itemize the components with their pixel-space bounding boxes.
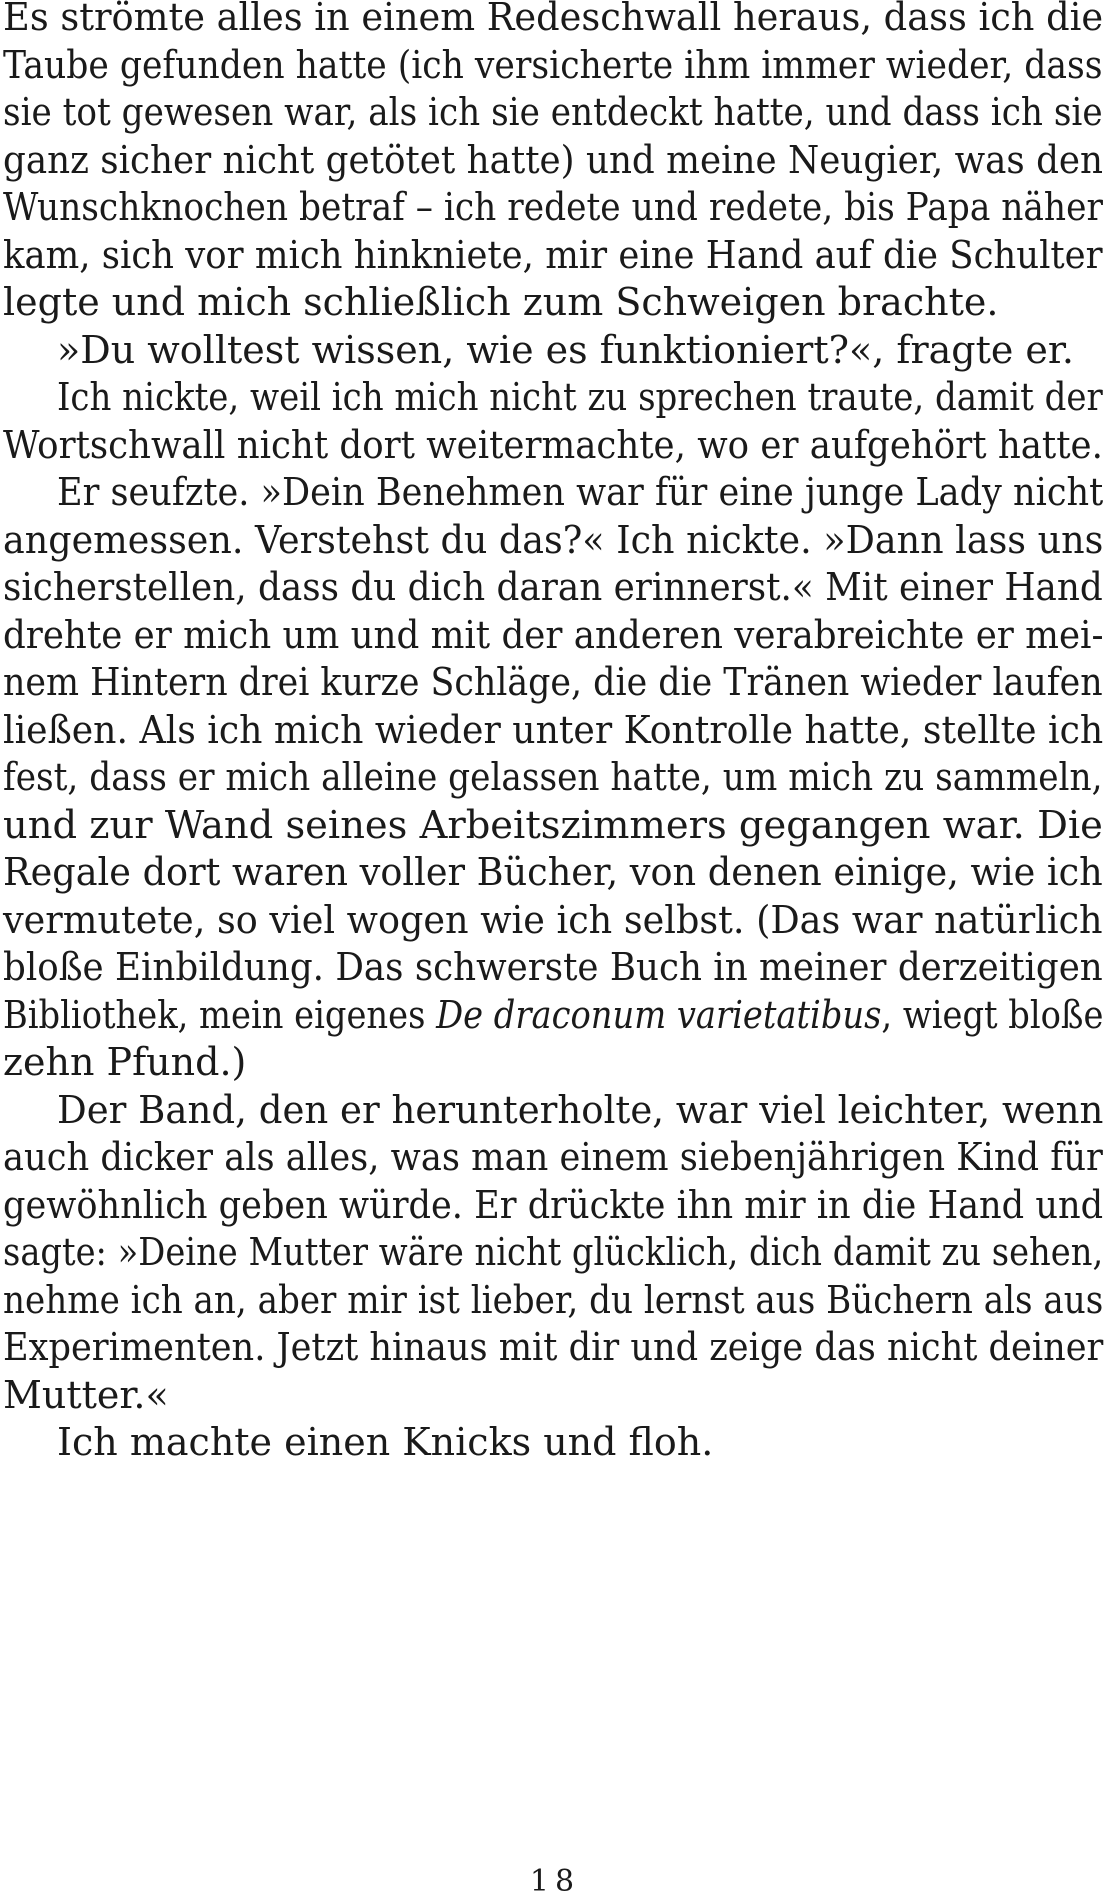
text-line: und zur Wand seines Arbeitszimmers gegangen war. Die [3, 803, 1103, 847]
text-line: kam, sich vor mich hinkniete, mir eine Hand auf die Schulter [3, 233, 1103, 277]
text-line: Der Band, den er herunterholte, war viel leichter, wenn [57, 1088, 1104, 1132]
text-line: nem Hintern drei kurze Schläge, die die Tränen wieder laufen [3, 660, 1103, 704]
text-line: ganz sicher nicht getötet hatte) und meine Neugier, was den [3, 138, 1104, 182]
text-line: Experimenten. Jetzt hinaus mit dir und zeige das nicht deiner [3, 1325, 1104, 1369]
text-line: fest, dass er mich alleine gelassen hatte, um mich zu sammeln, [3, 755, 1103, 799]
text-line: Es strömte alles in einem Redeschwall heraus, dass ich die [3, 0, 1104, 39]
text-line: ließen. Als ich mich wieder unter Kontrolle hatte, stellte ich [3, 708, 1104, 752]
text-line: bloße Einbildung. Das schwerste Buch in meiner derzeitigen [3, 945, 1103, 989]
text-line: drehte er mich um und mit der anderen verabreichte er mei- [3, 613, 1104, 657]
text-line: Er seufzte. »Dein Benehmen war für eine junge Lady nicht [57, 470, 1104, 514]
text-line: sie tot gewesen war, als ich sie entdeckt hatte, und dass ich sie [3, 90, 1103, 134]
text-run: Bibliothek, mein eigenes [3, 993, 437, 1037]
text-line: sagte: »Deine Mutter wäre nicht glücklich, dich damit zu sehen, [3, 1230, 1104, 1274]
text-run: , wiegt bloße [881, 993, 1104, 1037]
text-line: angemessen. Verstehst du das?« Ich nickte. »Dann lass uns [3, 518, 1104, 562]
text-line: »Du wolltest wissen, wie es funktioniert?«, fragte er. [57, 328, 1074, 372]
text-line: nehme ich an, aber mir ist lieber, du lernst aus Büchern als aus [3, 1278, 1104, 1322]
book-title: De draconum varietatibus [436, 993, 882, 1037]
text-line: Ich machte einen Knicks und floh. [57, 1420, 714, 1464]
text-line: vermutete, so viel wogen wie ich selbst. (Das war natürlich [3, 898, 1103, 942]
text-line: zehn Pfund.) [3, 1040, 247, 1084]
text-line: Wortschwall nicht dort weitermachte, wo er aufgehört hatte. [3, 423, 1103, 467]
text-line: Taube gefunden hatte (ich versicherte ihm immer wieder, dass [3, 43, 1103, 87]
page-number: 18 [529, 1864, 581, 1899]
text-line: Ich nickte, weil ich mich nicht zu sprechen traute, damit der [57, 375, 1103, 419]
text-line: auch dicker als alles, was man einem siebenjährigen Kind für [3, 1135, 1103, 1179]
text-line: Wunschknochen betraf – ich redete und redete, bis Papa näher [3, 185, 1103, 229]
text-line: gewöhnlich geben würde. Er drückte ihn mir in die Hand und [3, 1183, 1104, 1227]
text-line: sicherstellen, dass du dich daran erinnerst.« Mit einer Hand [3, 565, 1103, 609]
text-line: Regale dort waren voller Bücher, von denen einige, wie ich [3, 850, 1103, 894]
text-line: Mutter.« [3, 1373, 169, 1417]
text-line: legte und mich schließlich zum Schweigen brachte. [3, 280, 999, 324]
